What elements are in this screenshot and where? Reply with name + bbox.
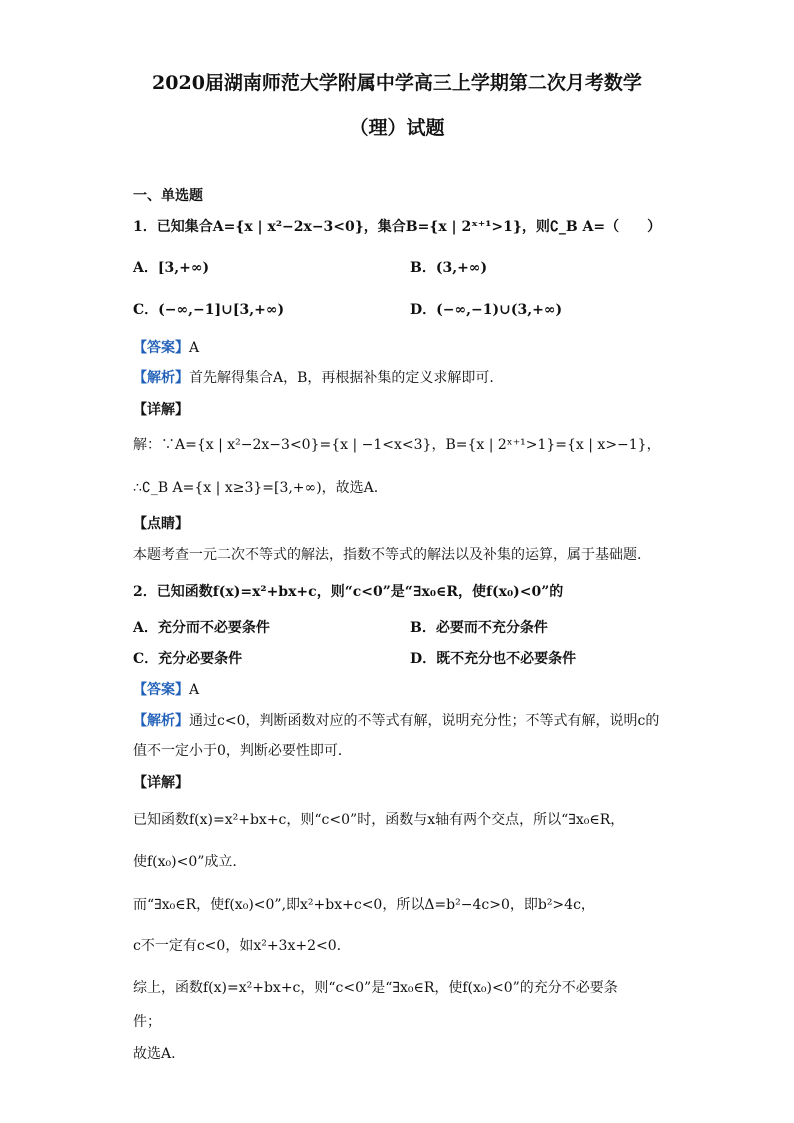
q1-analysis-row	[133, 369, 494, 387]
q2-detail-line7: 故选A.	[133, 1046, 176, 1062]
q2-stem: 2．已知函数f(x)=x²+bx+c，则“c<0”是“∃x₀∈R，使f(x₀)<0”的	[133, 584, 564, 600]
q2-option-b: B．必要而不充分条件	[410, 620, 548, 636]
q2-answer-tag: 【答案】	[133, 682, 189, 698]
q2-detail-line6: 件；	[133, 1014, 161, 1030]
q2-answer: A	[189, 682, 200, 698]
q1-analysis: 首先解得集合A，B，再根据补集的定义求解即可.	[189, 370, 494, 386]
q1-comment: 本题考查一元二次不等式的解法，指数不等式的解法以及补集的运算，属于基础题.	[133, 547, 642, 563]
q2-option-d: D．既不充分也不必要条件	[410, 651, 577, 667]
q2-answer-row	[133, 681, 199, 699]
q2-option-c: C．充分必要条件	[133, 651, 243, 667]
q1-option-a: A．[3,+∞)	[133, 260, 210, 276]
q2-analysis-tag: 【解析】	[133, 713, 189, 729]
q1-option-d: D．(−∞,−1)∪(3,+∞)	[410, 302, 563, 318]
q2-analysis-row	[133, 712, 659, 730]
q1-answer-tag: 【答案】	[133, 340, 189, 356]
q2-detail-line4: c不一定有c<0，如x²+3x+2<0.	[133, 938, 342, 954]
q1-stem: 1．已知集合A={x | x²−2x−3<0}，集合B={x | 2ˣ⁺¹>1}，则∁_B A=（ ）	[133, 219, 662, 235]
q2-analysis-line1: 通过c<0，判断函数对应的不等式有解，说明充分性；不等式有解，说明c的	[189, 713, 660, 729]
q1-answer-row	[133, 339, 199, 357]
q2-detail-tag: 【详解】	[133, 775, 189, 791]
q1-detail-line1: 解：∵A={x | x²−2x−3<0}={x | −1<x<3}，B={x | 2ˣ⁺¹>1}={x | x>−1}，	[133, 437, 661, 453]
q1-option-b: B．(3,+∞)	[410, 260, 488, 276]
q2-option-a: A．充分而不必要条件	[133, 620, 270, 636]
q1-option-c: C．(−∞,−1]∪[3,+∞)	[133, 302, 285, 318]
q1-comment-tag: 【点睛】	[133, 516, 189, 532]
q1-answer: A	[189, 340, 200, 356]
q2-detail-line3: 而“∃x₀∈R，使f(x₀)<0”,即x²+bx+c<0，所以Δ=b²−4c>0，即b²>4c，	[133, 897, 595, 913]
q1-detail-line2: ∴∁_B A={x | x≥3}=[3,+∞)，故选A.	[133, 480, 379, 496]
exam-title-line2: （理）试题	[349, 117, 445, 139]
q2-detail-line5: 综上，函数f(x)=x²+bx+c，则“c<0”是“∃x₀∈R，使f(x₀)<0”的充分不必要条	[133, 980, 618, 996]
q1-detail-tag: 【详解】	[133, 402, 189, 418]
q2-analysis-line2: 值不一定小于0，判断必要性即可．	[133, 743, 352, 759]
q1-analysis-tag: 【解析】	[133, 370, 189, 386]
section-heading: 一、单选题	[133, 188, 203, 204]
q2-detail-line2: 使f(x₀)<0”成立.	[133, 854, 237, 870]
exam-title-line1: 2020届湖南师范大学附属中学高三上学期第二次月考数学	[152, 72, 642, 94]
q2-detail-line1: 已知函数f(x)=x²+bx+c，则“c<0”时，函数与x轴有两个交点，所以“∃x₀∈R，	[133, 812, 625, 828]
